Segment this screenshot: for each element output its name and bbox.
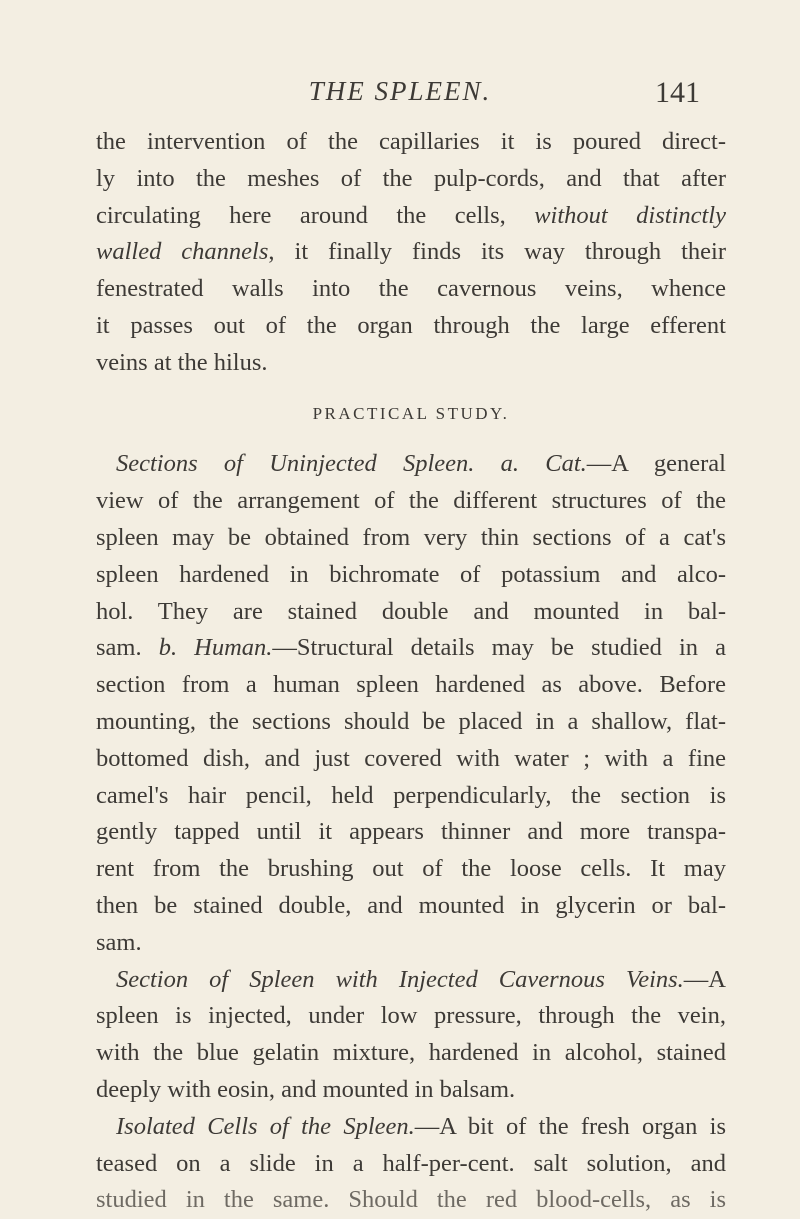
- text-line: spleen is injected, under low pressure, through the vein,: [96, 1002, 726, 1030]
- italic-heading: Isolated Cells of the Spleen.: [116, 1112, 415, 1140]
- text-line: teased on a slide in a half-per-cent. salt solution, and: [96, 1149, 726, 1177]
- text-line: sam. b. Human.—Structural details may be studied in a: [96, 634, 727, 662]
- text-line: camel's hair pencil, held perpendicularly, the section is: [96, 781, 726, 809]
- italic-heading: Section of Spleen with Injected Cavernous Veins.: [116, 965, 684, 993]
- text-line: walled channels, it finally finds its way through their: [96, 238, 726, 266]
- text-line: Sections of Uninjected Spleen. a. Cat.—A general: [116, 450, 726, 478]
- text-line: veins at the hilus.: [96, 348, 268, 376]
- text-line: it passes out of the organ through the large efferent: [96, 311, 726, 339]
- text-line: gently tapped until it appears thinner and more transpa-: [96, 818, 726, 846]
- italic-phrase: walled channels: [96, 238, 269, 266]
- page-number: 141: [655, 76, 700, 109]
- text-line: spleen hardened in bichromate of potassium and alco-: [96, 560, 726, 588]
- text-line: sam.: [96, 928, 142, 956]
- text-line: circulating here around the cells, without distinctly: [96, 201, 726, 229]
- italic-phrase: without distinctly: [534, 201, 726, 229]
- italic-heading: Sections of Uninjected Spleen. a. Cat.: [116, 450, 587, 478]
- text-line: Isolated Cells of the Spleen.—A bit of the fresh organ is: [116, 1112, 726, 1140]
- section-heading: PRACTICAL STUDY.: [312, 403, 510, 423]
- text-line: rent from the brushing out of the loose cells. It may: [96, 855, 726, 883]
- text-line: mounting, the sections should be placed in a shallow, flat-: [96, 707, 726, 735]
- running-head: [0, 76, 800, 110]
- text-line: then be stained double, and mounted in glycerin or bal-: [96, 891, 726, 919]
- text-line: the intervention of the capillaries it is poured direct-: [96, 128, 726, 155]
- running-title: THE SPLEEN.: [308, 76, 492, 106]
- text-line: hol. They are stained double and mounted in bal-: [96, 597, 726, 625]
- italic-phrase: b. Human.: [158, 634, 273, 662]
- text-line: fenestrated walls into the cavernous veins, whence: [96, 275, 726, 303]
- text-line: spleen may be obtained from very thin sections of a cat's: [96, 523, 726, 551]
- text-line: section from a human spleen hardened as above. Before: [96, 671, 726, 699]
- text-line: studied in the same. Should the red blood-cells, as is: [96, 1186, 726, 1214]
- text-line: Section of Spleen with Injected Cavernous Veins.—A: [116, 965, 726, 993]
- text-line: with the blue gelatin mixture, hardened in alcohol, stained: [96, 1039, 726, 1067]
- text-line: ly into the meshes of the pulp-cords, and that after: [96, 164, 726, 192]
- page-body: [96, 124, 726, 1219]
- text-line: deeply with eosin, and mounted in balsam.: [96, 1075, 516, 1103]
- text-line: bottomed dish, and just covered with water ; with a fine: [96, 744, 726, 772]
- text-line: view of the arrangement of the different structures of the: [96, 487, 726, 515]
